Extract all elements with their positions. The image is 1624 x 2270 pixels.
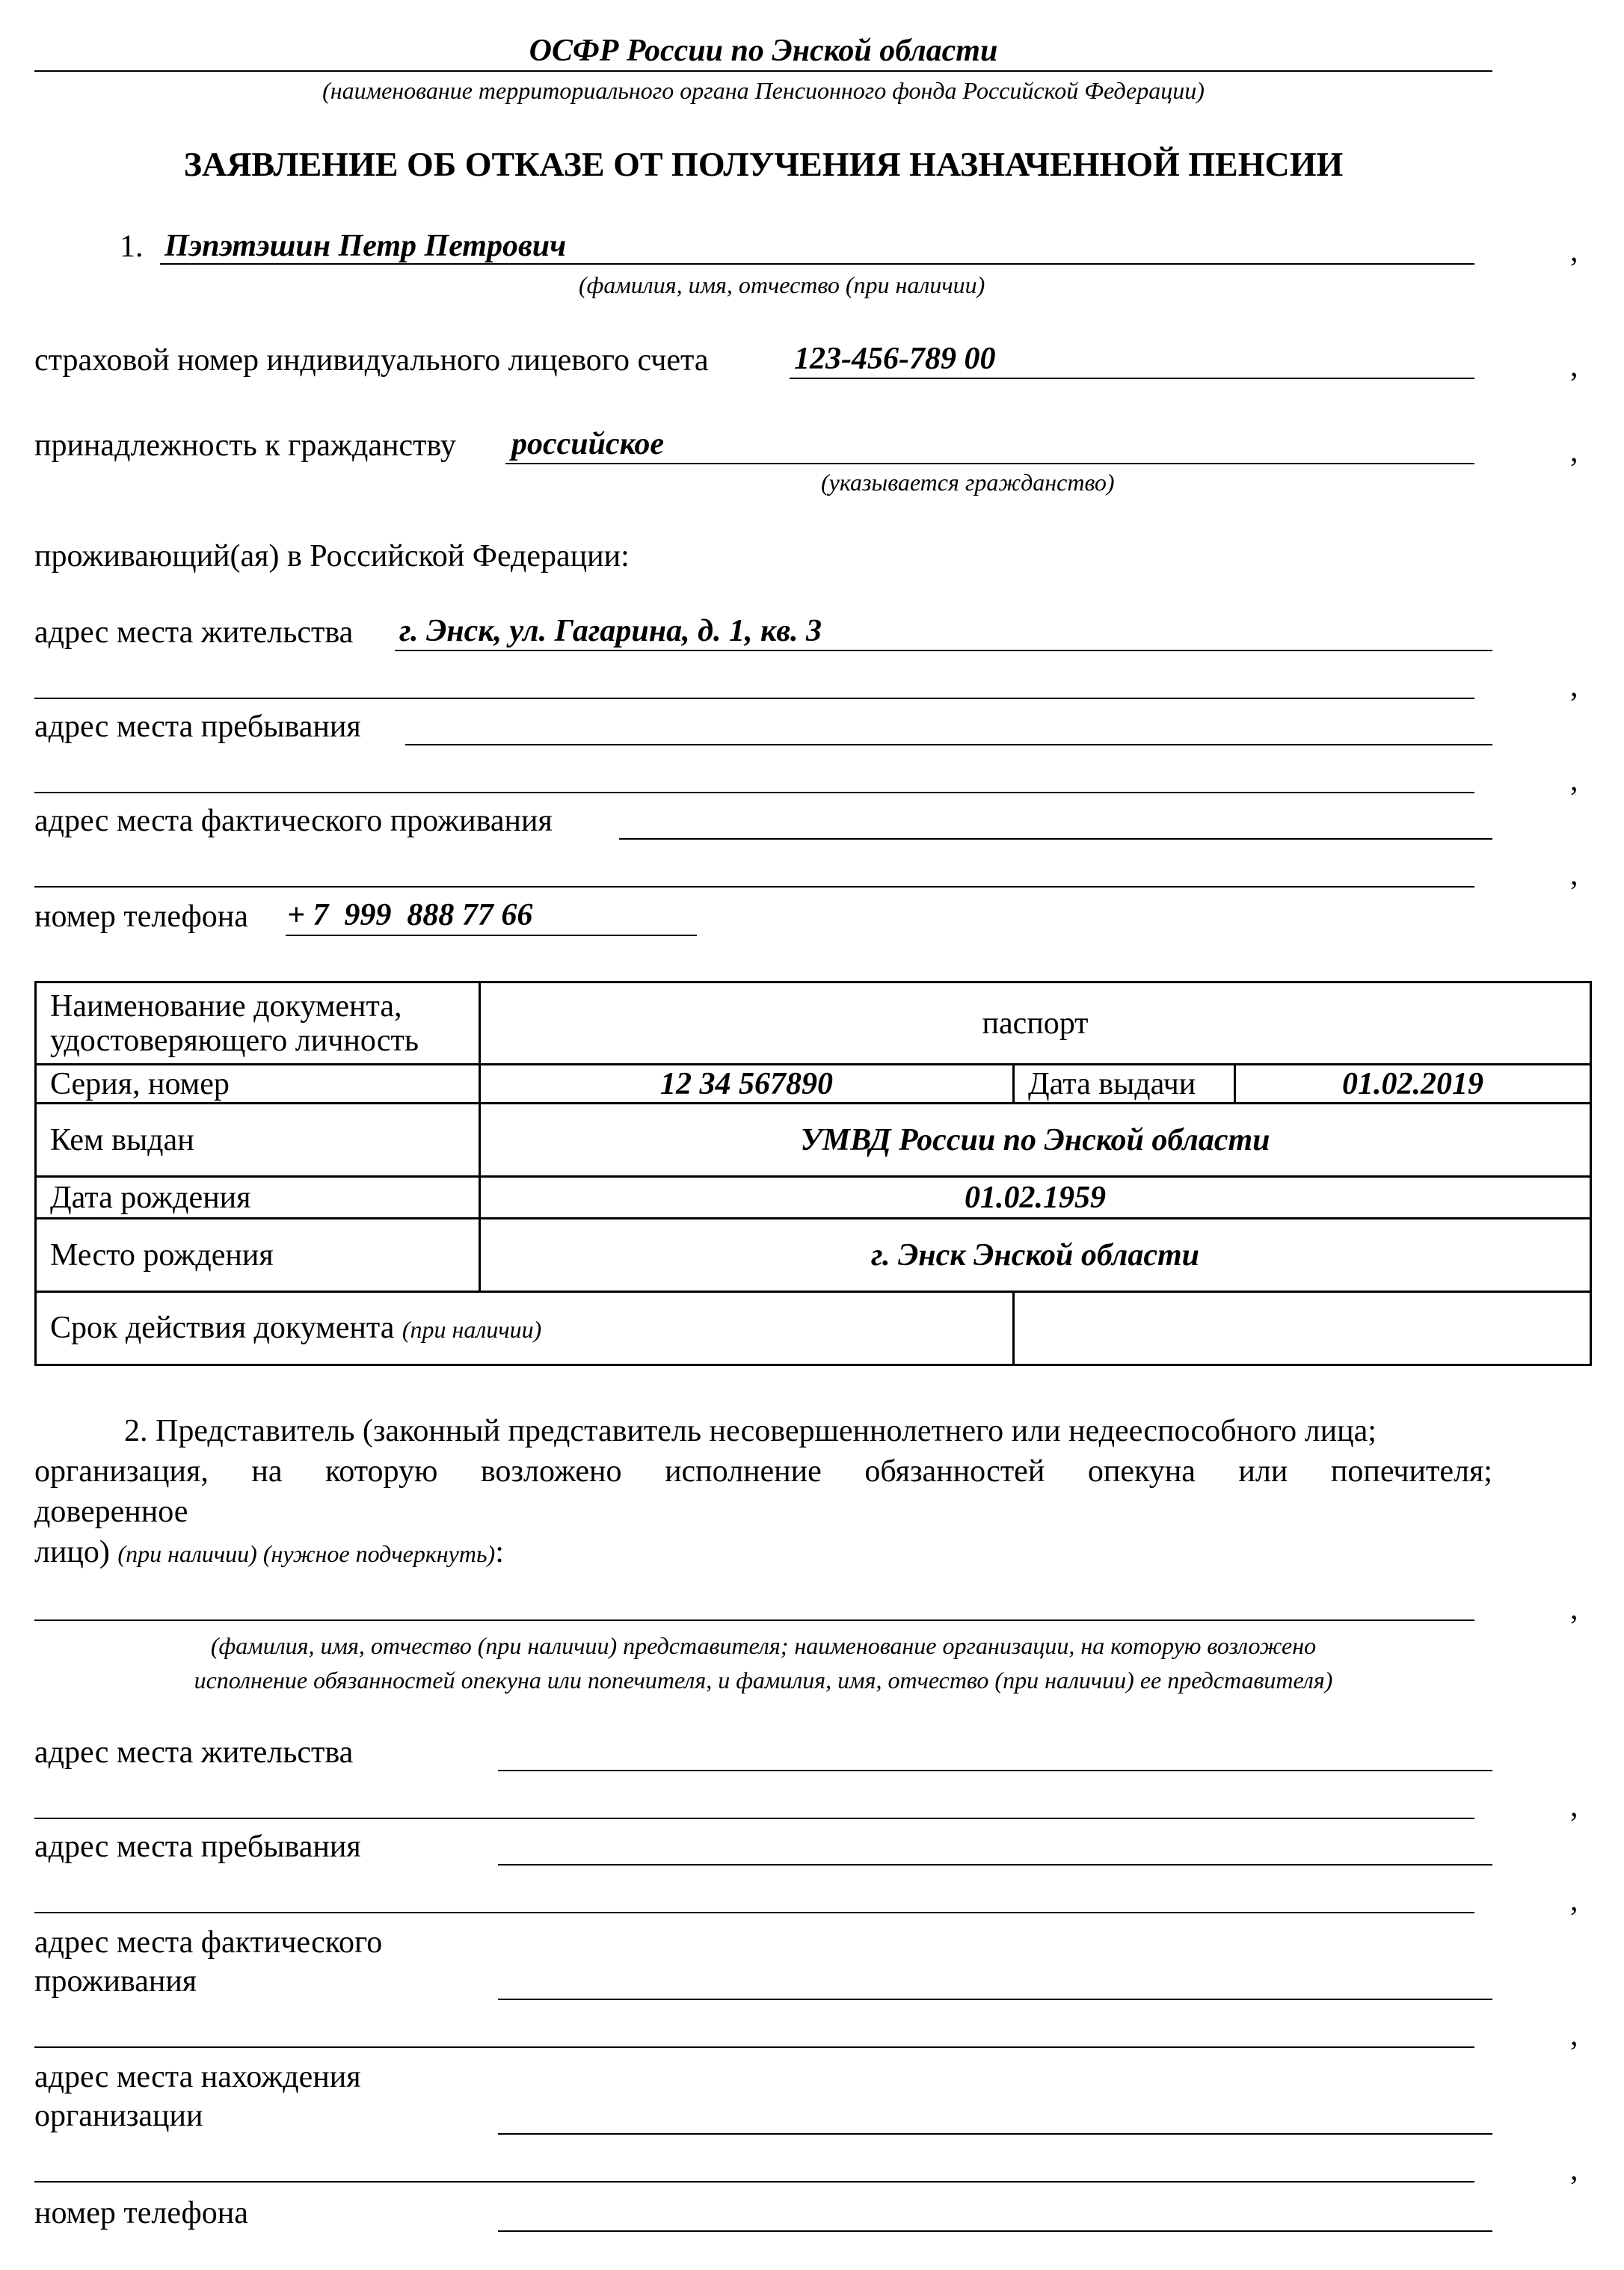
comma: , [1570, 2153, 1578, 2187]
office-caption: (наименование территориального органа Пенсионного фонда Российской Федерации) [322, 77, 1205, 104]
office-underline [34, 70, 1492, 72]
validity-value[interactable] [1014, 1292, 1591, 1365]
rep-stay-line-2[interactable] [34, 1912, 1474, 1913]
issue-date-value[interactable]: 01.02.2019 [1235, 1065, 1591, 1104]
citizenship-value[interactable]: российское [511, 427, 664, 461]
snils-label: страховой номер индивидуального лицевого счета [34, 343, 709, 378]
comma: , [1570, 234, 1578, 268]
full-name-line [160, 263, 1474, 265]
comma: , [1570, 434, 1578, 469]
word: или [1238, 1454, 1288, 1489]
form-title: ЗАЯВЛЕНИЕ ОБ ОТКАЗЕ ОТ ПОЛУЧЕНИЯ НАЗНАЧЕННОЙ ПЕНСИИ [183, 145, 1344, 183]
series-label: Серия, номер [36, 1065, 480, 1104]
validity-note: (при наличии) [402, 1315, 542, 1343]
doc-name-value[interactable]: паспорт [480, 982, 1591, 1065]
issue-date-label: Дата выдачи [1014, 1065, 1235, 1104]
comma: , [1570, 2018, 1578, 2052]
rep-phone-line[interactable] [498, 2230, 1492, 2232]
representative-name-line[interactable] [34, 1620, 1474, 1621]
pfr-office-name: ОСФР России по Энской области [529, 34, 998, 68]
birth-date-label: Дата рождения [36, 1177, 480, 1219]
residence-line [395, 650, 1492, 651]
representative-intro-line-2 [34, 1454, 1492, 1489]
phone-line [286, 935, 697, 936]
rep-residence-line-2[interactable] [34, 1818, 1474, 1819]
issued-by-value[interactable]: УМВД России по Энской области [480, 1104, 1591, 1177]
phone-label: номер телефона [34, 899, 248, 934]
rep-org-label-line-1: адрес места нахождения [34, 2060, 361, 2094]
residence-line-2 [34, 698, 1474, 699]
rep-actual-label-line-2: проживания [34, 1964, 197, 1999]
series-value[interactable]: 12 34 567890 [480, 1065, 1014, 1104]
rep-phone-label: номер телефона [34, 2196, 248, 2230]
word: обязанностей [864, 1454, 1045, 1489]
rep-actual-line[interactable] [498, 1999, 1492, 2000]
table-row [36, 1065, 1591, 1104]
residence-label: адрес места жительства [34, 615, 354, 650]
line4-prefix: лицо) [34, 1535, 110, 1569]
word: попечителя; [1330, 1454, 1492, 1489]
full-name-caption: (фамилия, имя, отчество (при наличии) [579, 271, 985, 298]
comma: , [1570, 1883, 1578, 1918]
line4-note: (при наличии) (нужное подчеркнуть) [117, 1540, 496, 1567]
validity-label: Срок действия документа [50, 1310, 395, 1345]
rep-org-line[interactable] [498, 2133, 1492, 2135]
rep-actual-label-line-1: адрес места фактического [34, 1925, 383, 1960]
word: организация, [34, 1454, 209, 1489]
table-row [36, 1177, 1591, 1219]
birth-date-value[interactable]: 01.02.1959 [480, 1177, 1591, 1219]
identity-document-table [34, 981, 1592, 1366]
word: исполнение [665, 1454, 822, 1489]
phone-value[interactable]: + 7 999 888 77 66 [287, 898, 533, 932]
rep-stay-label: адрес места пребывания [34, 1830, 361, 1864]
issued-by-label: Кем выдан [36, 1104, 480, 1177]
residence-value[interactable]: г. Энск, ул. Гагарина, д. 1, кв. 3 [399, 614, 822, 648]
rep-org-line-2[interactable] [34, 2181, 1474, 2183]
residing-in-rf-label: проживающий(ая) в Российской Федерации: [34, 539, 630, 573]
comma: , [1570, 669, 1578, 704]
line4-suffix: : [495, 1535, 504, 1569]
rep-org-label-line-2: организации [34, 2099, 203, 2133]
doc-name-label-line-2: удостоверяющего личность [50, 1023, 419, 1058]
table-row [36, 1104, 1591, 1177]
doc-name-label-line-1: Наименование документа, [50, 988, 402, 1024]
comma: , [1570, 763, 1578, 798]
citizenship-line [505, 463, 1474, 464]
representative-name-caption-2: исполнение обязанностей опекуна или попечителя, и фамилия, имя, отчество (при наличии) ее представителя) [194, 1667, 1333, 1694]
word: опекуна [1087, 1454, 1196, 1489]
stay-address-line-2[interactable] [34, 792, 1474, 793]
word: на [251, 1454, 283, 1489]
applicant-full-name[interactable]: Пэпэтэшин Петр Петрович [164, 229, 567, 263]
representative-intro-line-3: доверенное [34, 1495, 188, 1529]
rep-residence-line[interactable] [498, 1770, 1492, 1771]
table-row [36, 1292, 1591, 1365]
citizenship-caption: (указывается гражданство) [821, 469, 1115, 496]
comma: , [1570, 1592, 1578, 1626]
actual-address-line-2[interactable] [34, 886, 1474, 888]
table-row [36, 982, 1591, 1065]
citizenship-label: принадлежность к гражданству [34, 428, 456, 463]
birth-place-label: Место рождения [36, 1219, 480, 1292]
comma: , [1570, 1789, 1578, 1824]
representative-name-caption-1: (фамилия, имя, отчество (при наличии) представителя; наименование организации, на которую возложено [210, 1632, 1317, 1659]
validity-label-cell [36, 1292, 1014, 1365]
snils-value[interactable]: 123-456-789 00 [794, 342, 996, 376]
comma: , [1570, 858, 1578, 892]
representative-intro-line-1: 2. Представитель (законный представитель несовершеннолетнего или недееспособного лица; [124, 1414, 1377, 1448]
table-row [36, 1219, 1591, 1292]
stay-address-line[interactable] [405, 744, 1492, 745]
rep-actual-line-2[interactable] [34, 2046, 1474, 2048]
section-number-1: 1. [120, 230, 144, 264]
word: которую [325, 1454, 438, 1489]
word: возложено [480, 1454, 622, 1489]
comma: , [1570, 349, 1578, 384]
representative-intro-line-4 [34, 1534, 504, 1572]
stay-address-label: адрес места пребывания [34, 710, 361, 744]
rep-residence-label: адрес места жительства [34, 1735, 354, 1770]
birth-place-value[interactable]: г. Энск Энской области [480, 1219, 1591, 1292]
snils-line [790, 378, 1474, 379]
doc-name-label-cell [36, 982, 480, 1065]
actual-address-line[interactable] [619, 838, 1492, 840]
actual-address-label: адрес места фактического проживания [34, 804, 553, 838]
rep-stay-line[interactable] [498, 1864, 1492, 1865]
